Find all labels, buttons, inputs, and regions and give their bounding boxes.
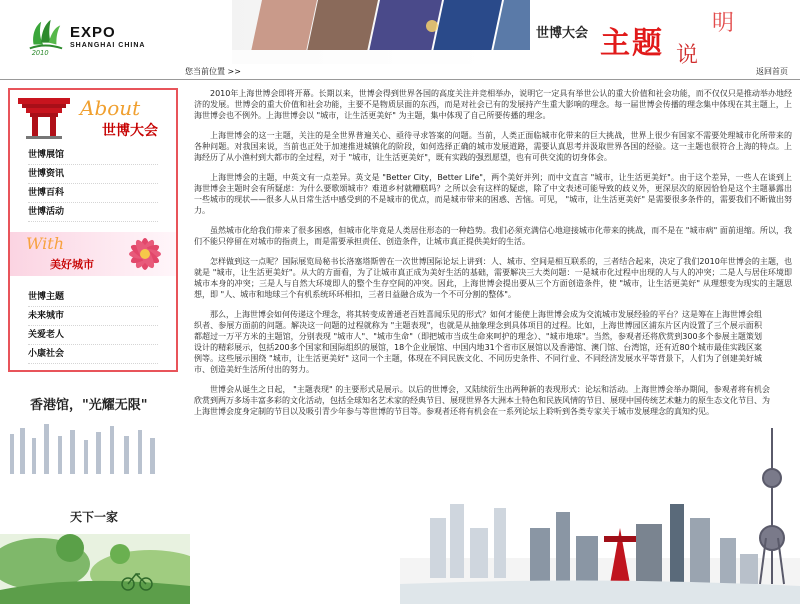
sidebar-item-moderate-prosperity[interactable]: 小康社会: [28, 345, 158, 364]
slogan-ming: 明: [712, 11, 735, 36]
china-pavilion-icon: [16, 94, 72, 140]
header-banner-image: [232, 0, 530, 64]
slogan-big: 主题: [600, 26, 664, 61]
breadcrumb: 您当前位置 >>: [185, 67, 241, 76]
about-title-cn: 世博大会: [102, 123, 158, 139]
article-paragraph: 2010年上海世博会即将开幕。长期以来，世博会得到世界各国的高度关注并竞相举办，说明它一定具有举世公认的重大价值和社会功能，而不仅仅只是推动举办地经济的发展。世博会的重大价值和社会功能，主要不是物质层面的东西，而是对社会已有的发展持产生重大影响的理念。每一届世博会传播的理念集中体现在其主题上，上海世博会也不例外。上海世博会以 "城市，让生活更美好" 为主题，集中体现了自己所要传播的理念。: [194, 89, 792, 120]
hk-pavilion-slogan: 香港馆，"光耀无限": [30, 398, 148, 413]
sidebar-item-future-city[interactable]: 未来城市: [28, 307, 158, 326]
logo-text: EXPO: [70, 24, 116, 41]
slogan-shuo: 说: [676, 43, 699, 68]
sidebar-item-news[interactable]: 世博资讯: [28, 165, 158, 184]
article-paragraph: 世博会从诞生之日起， "主题表现" 的主要形式是展示。以后的世博会，又陆续衍生出两种新的表现形式：论坛和活动。上海世博会举办期间，参观者将有机会欣赏到两万多场丰富多彩的文化活动，包括全球知名艺术家的经典节目、展现世界各大洲本土特色和民族风情的节目、展现中国传统艺术魅力的原生态文化节目、为上海世博会度身定制的节目以及吸引青少年参与等世博的节目等。参观者还将有机会在一系列论坛上聆听到各类专家关于城市发展理念的真知灼见。: [194, 385, 770, 416]
sidebar-item-activities[interactable]: 世博活动: [28, 203, 158, 222]
sidebar-item-pavilions[interactable]: 世博展馆: [28, 146, 158, 165]
slogan-small: 世博大会: [536, 26, 589, 41]
with-menu: [10, 288, 176, 364]
about-header: [10, 90, 176, 146]
flower-icon: [122, 232, 168, 276]
sidebar-item-elderly-care[interactable]: 关爱老人: [28, 326, 158, 345]
article-paragraph: 上海世博会的主题，中英文有一点差异。英文是 "Better City，Better Life"，两个美好并列；而中文直言 "城市，让生活更美好"。由于这个差异，一些人在谈到上海世博会主题时会有所疑虑：为什么要歌颂城市？难道乡村就糟糕吗？之所以会有这样的疑虑，除了中文表述可能导致的歧义外，更深层次的原因恰恰是这个主题暴露出一些城市的现状——很多人从日常生活中感受到的不是城市的优点，而是城市带来的困惑、苦恼。可见， "城市，让生活更美好" 是需要很多条件的，需要我们不断做出努力。: [194, 173, 792, 215]
article-paragraph: 虽然城市化给我们带来了很多困惑，但城市化毕竟是人类居住形态的一种趋势。我们必须充满信心地迎接城市化带来的挑战，而不是在 "城市病" 面前退缩。所以，我们不能只停留在对城市的指责上，而是需要承担责任、创造条件，让城市真正提供美好的生活。: [194, 226, 792, 246]
city-skyline-image: [400, 408, 800, 604]
svg-text:2010: 2010: [31, 49, 49, 56]
with-title-en: With: [26, 234, 65, 253]
article-paragraph: 怎样做到这一点呢？国际展览局秘书长洛塞塔斯曾在一次世博国际论坛上讲到：人、城市、空间是相互联系的，三者结合起来，决定了我们2010年世博会的主题，也就是 "城市，让生活更美好"。从大的方面看，为了让城市真正成为美好生活的基础，需要解决三大类问题：一是城市化过程中出现的人与人的冲突；二是人与居住环境即城市本身的冲突；三是人与自然大环境即人的整个生存空间的冲突。因此，上海世博会提出要从三个方面创造条件，使 "城市，让生活更美好" 从理想变为现实的主题思想，即 "人、城市和地球三个有机系统环环相扣，三者日益融合成为一个不可分割的整体"。: [194, 257, 792, 299]
with-title-cn: 美好城市: [50, 258, 94, 271]
sidebar-item-theme[interactable]: 世博主题: [28, 288, 158, 307]
sidebar-item-encyclopedia[interactable]: 世博百科: [28, 184, 158, 203]
article-content: [194, 88, 792, 426]
with-header: [10, 232, 176, 276]
sidebar: [8, 88, 178, 372]
back-home-link[interactable]: 返回首页: [756, 67, 788, 76]
about-menu: [10, 146, 176, 222]
article-paragraph: 那么，上海世博会如何传递这个理念，将其转变成普通老百姓喜闻乐见的形式？如何才能使上海世博会成为交流城市发展经验的平台？这是筹在上海世博会组织者、参展方面前的问题。解决这一问题的过程就称为 "主题表现"，也就是从抽象理念到具体项目的过程。比如，上海世博园区浦东片区内设置了三个展示面积都超过一万平方米的主题馆，分别表现 "城市人"、"城市生命"（即把城市当成生命來呵护的理念）、"城市地球"。当然，参观者还将欣赏到300多个参展主题策划设计的精彩展示，包括200多个国家和国际组织的展馆，18个企业展馆、中国内地31个省市区展馆以及香港馆、澳门馆、台湾馆，还有近80个城市最佳实践区案例等。这些展示围绕 "城市，让生活更美好" 这同一个主题，体现在不同民族文化、不同历史条件、不同行业、不同经济发展水平等背景下，人们为了创建美好城市、创造美好生活所付出的努力。: [194, 310, 762, 374]
page-header: [0, 0, 800, 68]
expo-logo[interactable]: [20, 12, 170, 60]
logo-subtext: SHANGHAI CHINA: [70, 42, 146, 49]
tianxia-text: 天下一家: [70, 510, 119, 524]
nav-bar: [0, 64, 800, 80]
expo-logo-icon: [26, 16, 64, 56]
about-title-en: About: [80, 96, 141, 120]
article-paragraph: 上海世博会的这一主题，关注的是全世界普遍关心、亟待寻求答案的问题。当前，人类正面临城市化带来的巨大挑战，世界上很少有国家不需要处理城市化所带来的各种问题。对我国来说，当前也正处于加速推进城镇化的阶段，如何选择正确的城市发展道路，需要认真思考并汲取世界各国的经验。这一主题也很符合上海的特点。上海经历了从小渔村到大都市的全过程，对于 "城市，让生活更美好"，既有实践的强烈愿望，也有可供交流的切身体会。: [194, 131, 792, 162]
